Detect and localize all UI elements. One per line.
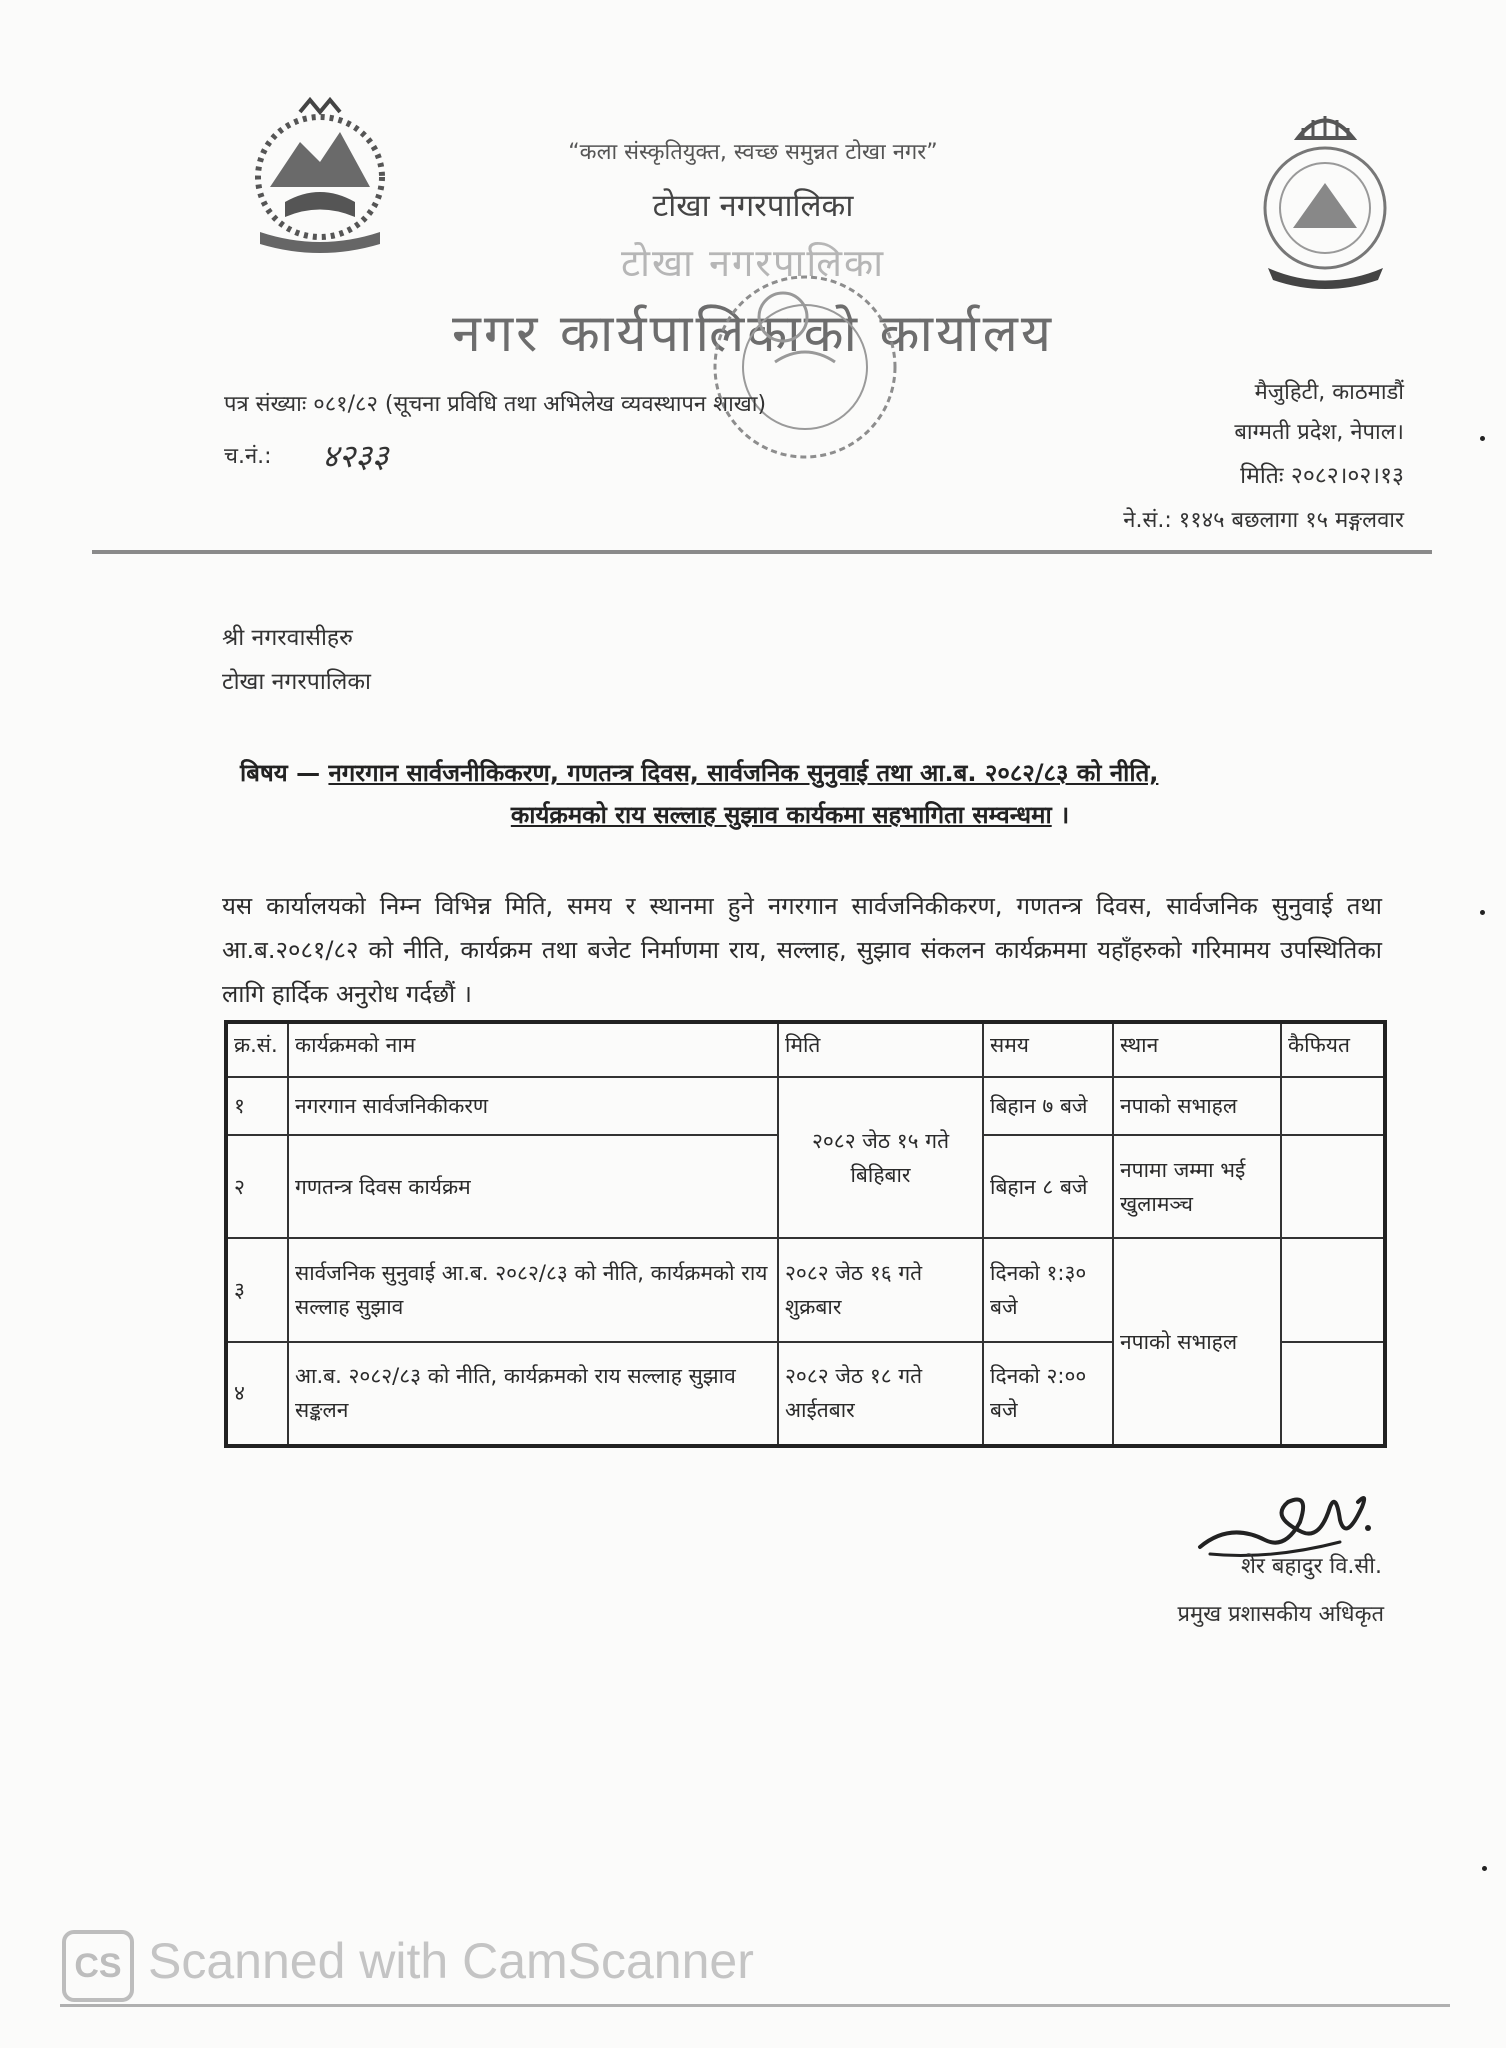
- row-date: २०८२ जेठ १८ गते आईतबार: [778, 1342, 983, 1447]
- row-remarks: [1281, 1238, 1385, 1341]
- header-divider: [92, 550, 1432, 554]
- row-place: नपामा जम्मा भई खुलामञ्च: [1113, 1135, 1281, 1238]
- letter-date: मितिः २०८२।०२।१३: [1240, 463, 1404, 489]
- footer-rule: [60, 2004, 1450, 2007]
- municipality-name: टोखा नगरपालिका: [652, 188, 854, 224]
- subject-label: बिषय —: [240, 759, 329, 787]
- header-place: स्थान: [1113, 1022, 1281, 1077]
- row-remarks: [1281, 1135, 1385, 1238]
- dispatch-number-label: च.नं.:: [224, 444, 272, 469]
- header-time: समय: [983, 1022, 1113, 1077]
- address-line-2: बाग्मती प्रदेश, नेपाल।: [1234, 420, 1404, 445]
- header-remarks: कैफियत: [1281, 1022, 1385, 1077]
- row-program-name: गणतन्त्र दिवस कार्यक्रम: [288, 1135, 778, 1238]
- address-line-1: मैजुहिटी, काठमाडौं: [1254, 380, 1404, 405]
- recipient-line-2: टोखा नगरपालिका: [222, 669, 371, 695]
- header-sn: क्र.सं.: [226, 1022, 288, 1077]
- camscanner-watermark: Scanned with CamScanner: [148, 1933, 754, 1989]
- row-date: २०८२ जेठ १५ गते बिहिबार: [778, 1077, 983, 1238]
- row-place: नपाको सभाहल: [1113, 1238, 1281, 1446]
- subject-line-2: कार्यक्रमको राय सल्लाह सुझाव कार्यकमा सहभागिता सम्वन्धमा: [510, 801, 1052, 829]
- office-title: नगर कार्यपालिकाको कार्यालय: [451, 304, 1054, 364]
- row-place: नपाको सभाहल: [1113, 1077, 1281, 1135]
- table-header-row: [226, 1022, 1385, 1077]
- header-program-name: कार्यक्रमको नाम: [288, 1022, 778, 1077]
- nepal-government-emblem: [230, 92, 410, 257]
- scan-speck: [1480, 910, 1485, 915]
- row-remarks: [1281, 1077, 1385, 1135]
- header-date: मिति: [778, 1022, 983, 1077]
- scan-speck: [1480, 436, 1485, 441]
- nepal-sambat-date: ने.सं.: ११४५ बछलागा १५ मङ्गलवार: [1123, 508, 1404, 533]
- letter-reference-number: पत्र संख्याः ०८१/८२ (सूचना प्रविधि तथा अभिलेख व्यवस्थापन शाखा): [224, 392, 767, 417]
- letter-subject: [240, 752, 1340, 836]
- row-program-name: आ.ब. २०८२/८३ को नीति, कार्यक्रमको राय सल्लाह सुझाव सङ्कलन: [288, 1342, 778, 1447]
- camscanner-logo-icon: CS: [62, 1930, 134, 2002]
- official-stamp: [705, 262, 905, 472]
- scan-speck: [1482, 1866, 1487, 1871]
- program-schedule-table: [224, 1020, 1387, 1448]
- row-program-name: नगरगान सार्वजनिकीकरण: [288, 1077, 778, 1135]
- row-time: बिहान ७ बजे: [983, 1077, 1113, 1135]
- row-date: २०८२ जेठ १६ गते शुक्रबार: [778, 1238, 983, 1341]
- signatory-designation: प्रमुख प्रशासकीय अधिकृत: [1177, 1602, 1384, 1627]
- municipality-motto: “कला संस्कृतियुक्त, स्वच्छ समुन्नत टोखा नगर”: [568, 140, 938, 165]
- recipient-line-1: श्री नगरवासीहरु: [222, 625, 353, 651]
- subject-end: ।: [1051, 801, 1070, 829]
- row-sn: ३: [226, 1238, 288, 1341]
- row-time: बिहान ८ बजे: [983, 1135, 1113, 1238]
- signatory-name: शेर बहादुर वि.सी.: [1240, 1554, 1382, 1579]
- row-sn: २: [226, 1135, 288, 1238]
- letter-body: यस कार्यालयको निम्न विभिन्न मिति, समय र स्थानमा हुने नगरगान सार्वजनिकीकरण, गणतन्त्र दिवस, सार्वजनिक सुनुवाई तथा आ.ब.२०८१/८२ को नीति, कार्यक्रम तथा बजेट निर्माणमा राय, सल्लाह, सुझाव संकलन कार्यक्रममा यहाँहरुको गरिमामय उपस्थितिका लागि हार्दिक अनुरोध गर्दछौं ।: [222, 892, 1382, 1008]
- row-sn: ४: [226, 1342, 288, 1447]
- table-row: [226, 1077, 1385, 1135]
- dispatch-number-handwritten: ४२३३: [322, 437, 389, 475]
- row-remarks: [1281, 1342, 1385, 1447]
- row-program-name: सार्वजनिक सुनुवाई आ.ब. २०८२/८३ को नीति, कार्यक्रमको राय सल्लाह सुझाव: [288, 1238, 778, 1341]
- row-time: दिनको १:३० बजे: [983, 1238, 1113, 1341]
- municipality-name-faded: टोखा नगरपालिका: [620, 241, 886, 285]
- subject-line-1: नगरगान सार्वजनीकिकरण, गणतन्त्र दिवस, सार्वजनिक सुनुवाई तथा आ.ब. २०८२/८३ को नीति,: [328, 759, 1159, 787]
- row-sn: १: [226, 1077, 288, 1135]
- table-row: [226, 1238, 1385, 1341]
- row-time: दिनको २:०० बजे: [983, 1342, 1113, 1447]
